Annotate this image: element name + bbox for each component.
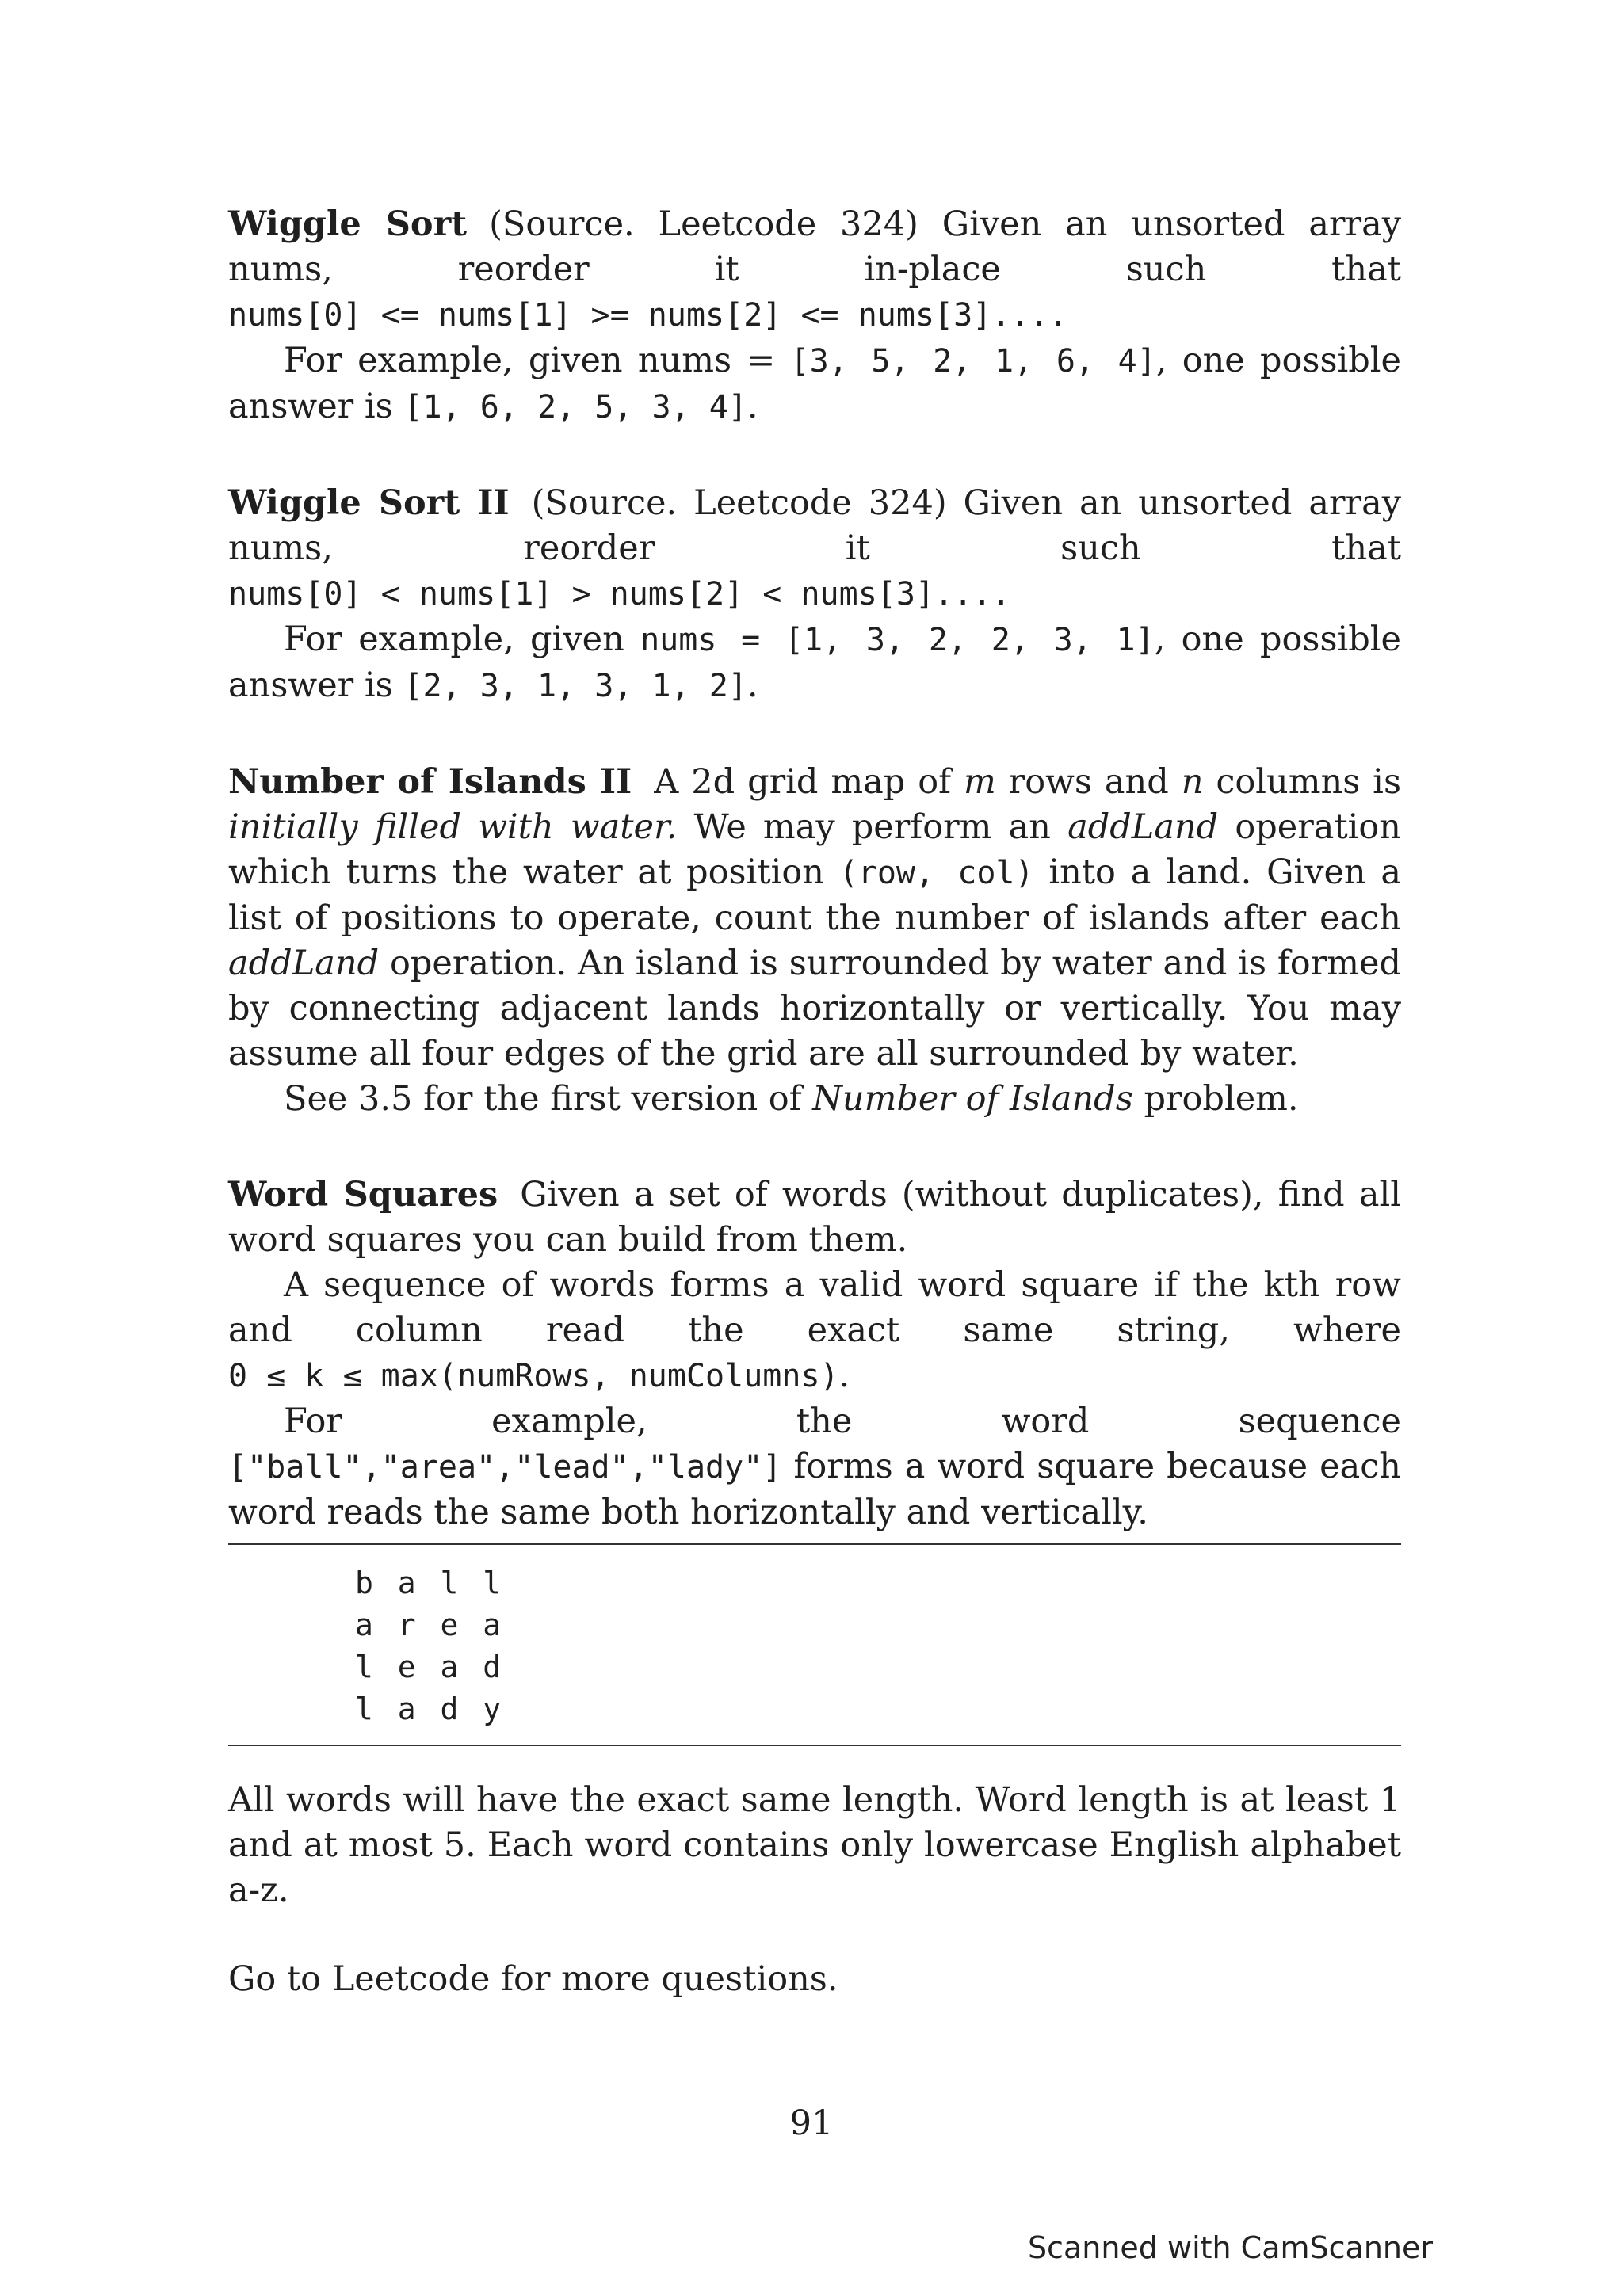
wiggle-sort-example-text-a: For example, given nums = [284, 341, 791, 380]
wiggle-sort-2-description: (Source. Leetcode 324) Given an unsorted array nums, reorder it such that [228, 483, 1401, 568]
grid-row: a r e a [355, 1608, 505, 1642]
word-squares-title: Word Squares [228, 1175, 498, 1215]
wiggle-sort-2-example-text-a: For example, given [284, 620, 641, 659]
islands-2-text-f: into a land. Given a list of positions to operate, count the number of islands after each [228, 852, 1401, 938]
wiggle-sort-2-paragraph [228, 481, 1401, 617]
islands-2-text-a: A 2d grid map of [654, 762, 964, 802]
islands-2-italic-addland: addLand [1067, 807, 1219, 847]
wiggle-sort-2-example-output: [2, 3, 1, 3, 1, 2] [403, 668, 747, 704]
word-squares-intro: Given a set of words (without duplicates), find all word squares you can build from them. [228, 1175, 1401, 1260]
wiggle-sort-2-example-input: [1, 3, 2, 2, 3, 1] [784, 622, 1155, 658]
page-content [228, 202, 1401, 2002]
more-questions-note: Go to Leetcode for more questions. [228, 1959, 838, 1999]
islands-2-text-e: operation which turns the water at position [228, 807, 1402, 892]
wiggle-sort-title: Wiggle Sort [228, 204, 468, 244]
wiggle-sort-example-input: [3, 5, 2, 1, 6, 4] [790, 343, 1156, 379]
wiggle-sort-2-example [228, 617, 1401, 709]
wiggle-sort-2-condition-code: nums[0] < nums[1] > nums[2] < nums[3].... [228, 576, 1011, 612]
islands-2-see-italic: Number of Islands [812, 1079, 1133, 1119]
islands-2-text-d: We may perform an [677, 807, 1068, 847]
islands-2-paragraph [228, 760, 1401, 1077]
page-number: 91 [789, 2103, 834, 2143]
wiggle-sort-2-section [228, 481, 1401, 709]
wiggle-sort-2-example-var: nums = [640, 622, 785, 658]
word-squares-seq-code: 0 ≤ k ≤ max(numRows, numColumns) [228, 1358, 839, 1394]
wiggle-sort-condition-code: nums[0] <= nums[1] >= nums[2] <= nums[3].... [228, 297, 1068, 334]
figure-bottom-rule [228, 1745, 1401, 1746]
islands-2-text-b: rows and [995, 762, 1182, 802]
word-square-figure [228, 1543, 1401, 1746]
word-square-grid [228, 1545, 1401, 1745]
islands-2-section [228, 760, 1401, 1122]
wiggle-sort-section [228, 202, 1401, 430]
word-squares-section [228, 1173, 1401, 2002]
wiggle-sort-example-text-b: , one possible answer is [228, 341, 1402, 426]
islands-2-title: Number of Islands II [228, 762, 632, 802]
islands-2-see-a: See 3.5 for the first version of [284, 1079, 813, 1119]
camscanner-watermark: Scanned with CamScanner [1027, 2230, 1433, 2265]
islands-2-italic-addland-2: addLand [228, 944, 380, 983]
islands-2-text-g: operation. An island is surrounded by water and is formed by connecting adjacent lands horizontally or vertically. You may assume all four edges of the grid are all surrounded by water. [228, 944, 1401, 1074]
word-squares-definition [228, 1263, 1401, 1399]
islands-2-code-position: (row, col) [838, 855, 1034, 891]
word-squares-paragraph [228, 1173, 1401, 1263]
wiggle-sort-example [228, 338, 1401, 430]
wiggle-sort-2-example-text-b: , one possible answer is [228, 620, 1402, 705]
word-squares-example [228, 1399, 1401, 1535]
islands-2-see-b: problem. [1132, 1079, 1299, 1119]
islands-2-n: n [1181, 762, 1204, 802]
word-squares-seq-a: A sequence of words forms a valid word square if the kth row and column read the exact same string, where [228, 1265, 1401, 1350]
wiggle-sort-example-end: . [747, 387, 758, 426]
grid-row: b a l l [355, 1566, 505, 1600]
wiggle-sort-example-output: [1, 6, 2, 5, 3, 4] [403, 389, 747, 425]
islands-2-text-c: columns is [1203, 762, 1402, 802]
wiggle-sort-paragraph [228, 202, 1401, 338]
word-squares-constraints: All words will have the exact same length. Word length is at least 1 and at most 5. Each word contains only lowercase English alphabet a-z. [228, 1780, 1401, 1910]
islands-2-see-also [228, 1077, 1401, 1122]
word-squares-ex-code: ["ball","area","lead","lady"] [228, 1449, 782, 1486]
wiggle-sort-description: (Source. Leetcode 324) Given an unsorted array nums, reorder it in-place such that [228, 204, 1402, 289]
islands-2-italic-initially: initially filled with water. [228, 807, 678, 847]
grid-row: l a d y [355, 1691, 505, 1726]
word-squares-ex-b: forms a word square because each word reads the same both horizontally and vertically. [228, 1447, 1401, 1532]
word-squares-seq-end: . [838, 1356, 850, 1395]
word-squares-ex-a: For example, the word sequence [284, 1402, 1401, 1441]
islands-2-m: m [963, 762, 996, 802]
wiggle-sort-2-example-end: . [747, 666, 758, 705]
wiggle-sort-2-title: Wiggle Sort II [228, 483, 510, 523]
grid-row: l e a d [355, 1650, 505, 1684]
